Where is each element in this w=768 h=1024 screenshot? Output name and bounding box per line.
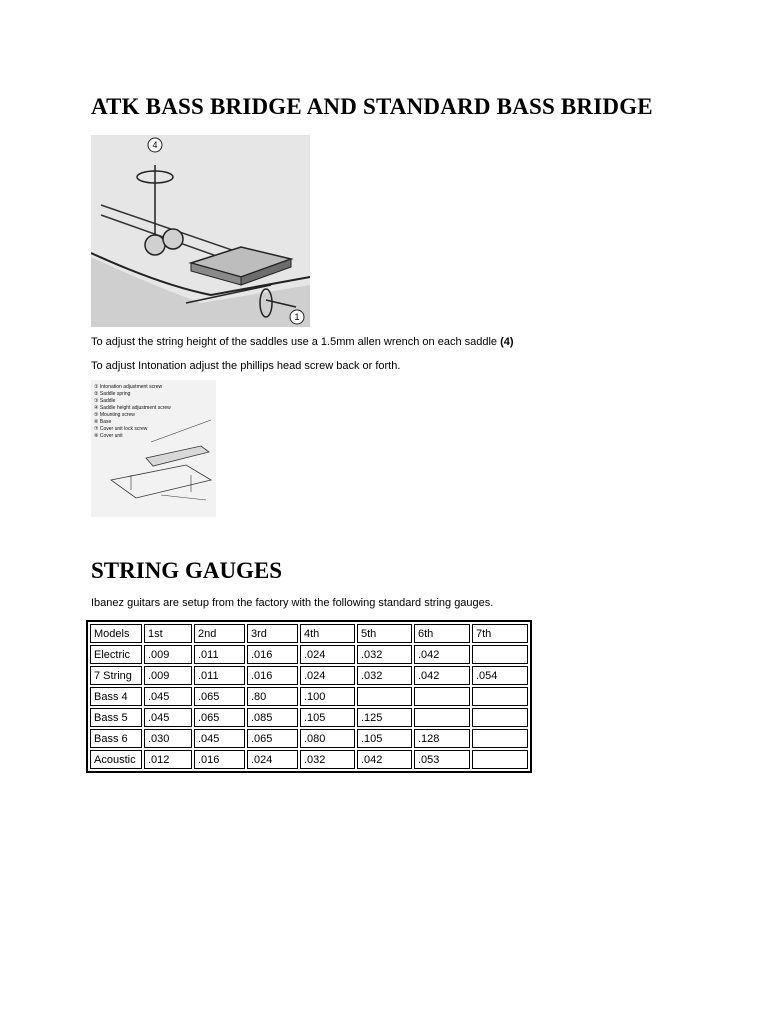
table-row [90,708,528,727]
table-cell: .045 [194,729,245,748]
legend-item: ④ Saddle height adjustment screw [94,405,171,411]
table-cell [414,687,470,706]
table-cell: Acoustic [90,750,142,769]
table-cell: .053 [414,750,470,769]
table-cell: 7 String [90,666,142,685]
string-gauge-table [86,620,532,773]
legend-item: ② Saddle spring [94,391,131,397]
legend-item: ③ Saddle [94,398,116,404]
table-header-cell: 4th [300,624,355,643]
table-cell: Bass 4 [90,687,142,706]
table-cell: .80 [247,687,298,706]
page-heading-bridge: ATK BASS BRIDGE AND STANDARD BASS BRIDGE [91,94,653,119]
table-header-cell: 1st [144,624,192,643]
table-cell: .009 [144,666,192,685]
table-cell [472,750,528,769]
table-header-row [90,624,528,643]
table-cell: .100 [300,687,355,706]
table-cell: .009 [144,645,192,664]
table-cell: .016 [247,645,298,664]
table-cell: .011 [194,666,245,685]
table-cell: .065 [194,687,245,706]
table-cell: .024 [300,666,355,685]
standard-bridge-diagram [91,380,216,517]
table-cell: .065 [247,729,298,748]
table-header-cell: 7th [472,624,528,643]
table-cell: .042 [357,750,412,769]
table-cell [472,645,528,664]
table-cell: Bass 5 [90,708,142,727]
table-cell: .012 [144,750,192,769]
section-heading-string-gauges: STRING GAUGES [91,558,283,583]
callout-4: 4 [152,140,158,150]
table-cell: .011 [194,645,245,664]
table-cell: .016 [247,666,298,685]
table-cell: .045 [144,687,192,706]
table-cell: .024 [300,645,355,664]
table-cell [472,687,528,706]
table-header-cell: 5th [357,624,412,643]
table-cell: .032 [300,750,355,769]
legend-item: ① Intonation adjustment screw [94,384,163,390]
legend-item: ⑥ Base [94,419,112,425]
table-cell: .042 [414,645,470,664]
table-cell: .125 [357,708,412,727]
gauges-intro-paragraph: Ibanez guitars are setup from the factory with the following standard string gauges. [91,597,494,609]
table-row [90,645,528,664]
bass-bridge-diagram [91,135,310,327]
table-cell: .128 [414,729,470,748]
legend-item: ⑦ Cover unit lock screw [94,426,148,432]
table-cell [357,687,412,706]
table-cell [414,708,470,727]
callout-1: 1 [294,312,300,322]
table-cell: .080 [300,729,355,748]
table-cell: .030 [144,729,192,748]
table-cell: .105 [357,729,412,748]
table-row [90,666,528,685]
table-header-cell: 6th [414,624,470,643]
legend-item: ⑧ Cover unit [94,433,123,439]
table-header-cell: Models [90,624,142,643]
table-cell [472,708,528,727]
table-cell: .042 [414,666,470,685]
height-adjust-paragraph [91,336,514,348]
table-cell: .016 [194,750,245,769]
table-header-cell: 2nd [194,624,245,643]
table-cell: .065 [194,708,245,727]
table-cell [472,729,528,748]
table-cell: .045 [144,708,192,727]
table-cell: .032 [357,645,412,664]
table-row [90,687,528,706]
table-cell: Electric [90,645,142,664]
legend-item: ⑤ Mounting screw [94,412,135,418]
table-cell: .105 [300,708,355,727]
intonation-paragraph: To adjust Intonation adjust the phillips head screw back or forth. [91,360,401,372]
table-cell: .032 [357,666,412,685]
table-header-cell: 3rd [247,624,298,643]
table-cell: .024 [247,750,298,769]
table-row [90,729,528,748]
table-cell: Bass 6 [90,729,142,748]
table-row [90,750,528,769]
table-cell: .085 [247,708,298,727]
table-cell: .054 [472,666,528,685]
height-adjust-callout: (4) [500,336,514,348]
height-adjust-text: To adjust the string height of the saddles use a 1.5mm allen wrench on each saddle [91,336,501,348]
